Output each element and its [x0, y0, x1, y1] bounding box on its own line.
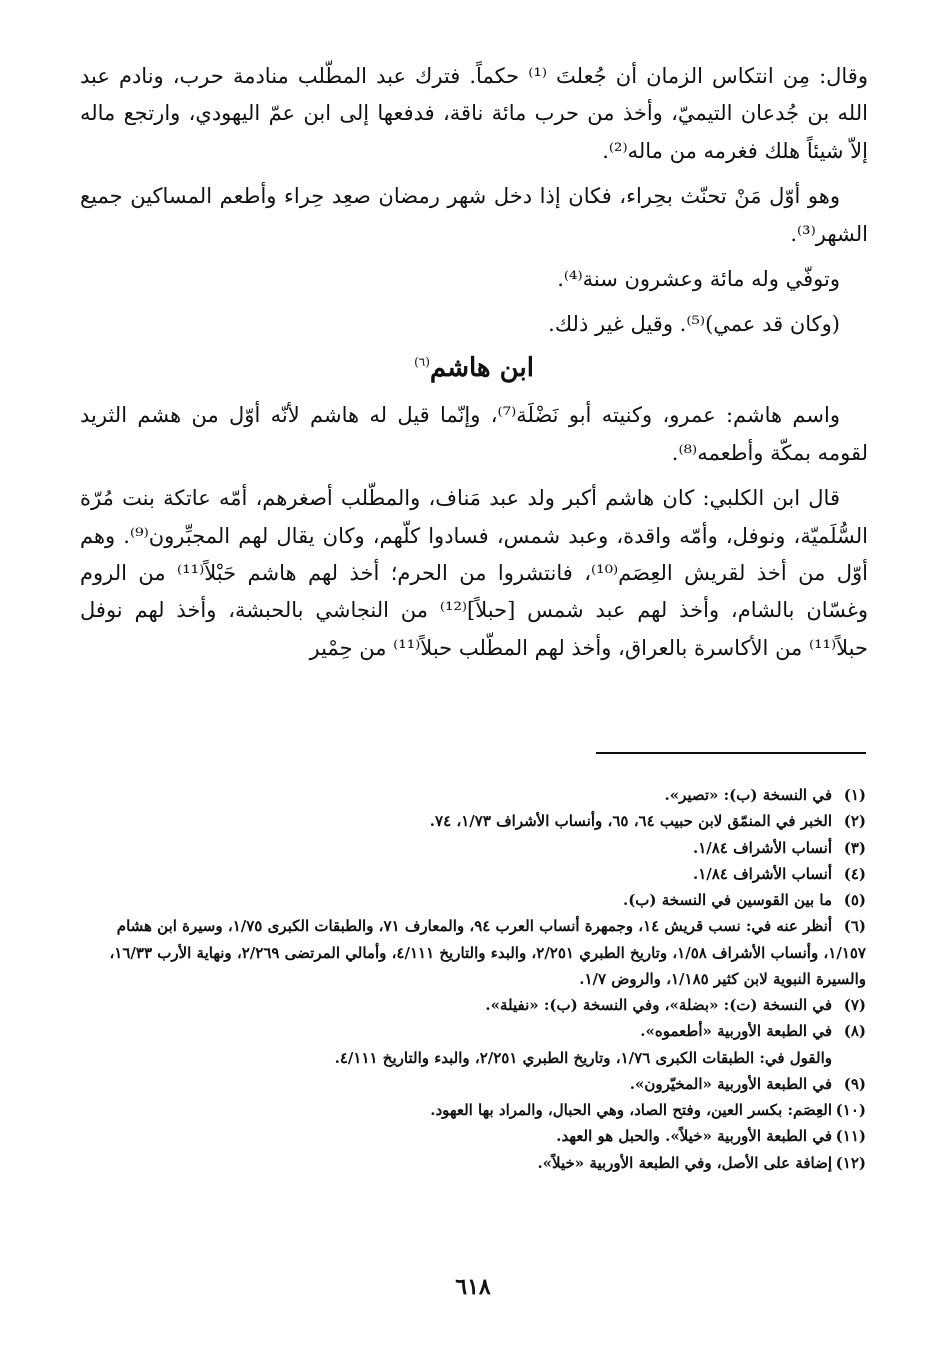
section-heading	[80, 352, 868, 386]
footnote-number: (١)	[843, 786, 866, 804]
footnote-number: (١١)	[835, 1127, 866, 1146]
footnote-text: أنساب الأشراف ١/٨٤.	[692, 838, 832, 857]
paragraph-3: وتوفّي وله مائة وعشرون سنة⁽⁴⁾.	[557, 266, 840, 291]
footnote-text: في النسخة (ت): «بضلة»، وفي النسخة (ب): «نفيلة».	[485, 996, 832, 1014]
footnote-number: (٢)	[843, 812, 866, 831]
footnote-text: أنساب الأشراف ١/٨٤.	[692, 864, 832, 883]
footnote-text: في النسخة (ب): «تصير».	[664, 786, 832, 804]
footnote-number: (١٢)	[835, 1153, 866, 1172]
footnote-11	[78, 1123, 866, 1149]
footnote-text: ما بين القوسين في النسخة (ب).	[622, 891, 832, 909]
footnote-number: (٦)	[843, 917, 866, 936]
footnote-text: في الطبعة الأوربية «خيلاً». والحبل هو العهد.	[556, 1127, 832, 1146]
paragraph-2: وهو أوّل مَنْ تحنّث بحِراء، فكان إذا دخل شهر رمضان صعِد حِراء وأطعم المساكين جميع الشهر⁽³⁾.	[80, 184, 868, 246]
footnote-text: في الطبعة الأوربية «أطعموه».	[640, 1022, 832, 1041]
paragraph-6: قال ابن الكلبي: كان هاشم أكبر ولد عبد مَناف، والمطّلب أصغرهم، أمّه عاتكة بنت مُرّة السُّلَميّة، ونوفل، وأمّه واقدة، وعبد شمس، فسادوا كلّهم، وكان يقال لهم المجبِّرون⁽⁹⁾. وهم أوّل من أخذ لقريش العِصَم⁽¹⁰⁾، فانتشروا من الحرم؛ أخذ لهم هاشم حَبْلاً⁽¹¹⁾ من الروم وغسّان بالشام، وأخذ لهم عبد شمس [حبلاً]⁽¹²⁾ من النجاشي بالحبشة، وأخذ لهم نوفل حبلاً⁽¹¹⁾ من الأكاسرة بالعراق، وأخذ لهم المطّلب حبلاً⁽¹¹⁾ من حِمْير	[80, 486, 868, 660]
section-heading-text: ابن هاشم	[429, 352, 534, 383]
footnote-number: (٥)	[843, 891, 866, 909]
footnote-text: إضافة على الأصل، وفي الطبعة الأوربية «خيلاً».	[537, 1153, 832, 1172]
footnote-number: (٤)	[843, 864, 866, 883]
footnote-4	[78, 861, 866, 887]
paragraph-5: واسم هاشم: عمرو، وكنيته أبو نَضْلَة⁽⁷⁾، وإنّما قيل له هاشم لأنّه أوّل من هشم الثريد لقومه بمكّة وأطعمه⁽⁸⁾.	[80, 403, 868, 465]
footnote-text: والقول في: الطبقات الكبرى ١/٧٦، وتاريخ الطبري ٢/٢٥١، والبدء والتاريخ ٤/١١١.	[334, 1048, 832, 1067]
footnote-5	[78, 887, 866, 913]
footnote-7	[78, 992, 866, 1018]
footnote-text: في الطبعة الأوربية «المخيّرون».	[629, 1074, 832, 1093]
paragraph-4: (وكان قد عمي)⁽⁵⁾. وقيل غير ذلك.	[548, 312, 840, 337]
page-number: ٦١٨	[455, 1274, 491, 1300]
footnote-text: العِصَم: بكسر العين، وفتح الصاد، وهي الحبال، والمراد بها العهود.	[430, 1101, 832, 1119]
footnote-1	[78, 782, 866, 808]
footnote-number: (٩)	[843, 1074, 866, 1093]
footnote-8	[78, 1018, 866, 1044]
main-text	[80, 58, 868, 667]
footnote-number: (٧)	[843, 996, 866, 1014]
section-heading-ref: (٦)	[414, 354, 430, 369]
footnote-9	[78, 1071, 866, 1097]
footnote-text: الخبر في المنمّق لابن حبيب ٦٤، ٦٥، وأنساب الأشراف ١/٧٣، ٧٤.	[429, 812, 832, 831]
footnote-12	[78, 1150, 866, 1176]
footnote-10	[78, 1097, 866, 1123]
footnote-number: (١٠)	[835, 1101, 866, 1119]
footnotes	[78, 782, 866, 1176]
footnote-separator	[596, 752, 866, 754]
paragraph-1: وقال: مِن انتكاس الزمان أن جُعلتَ ⁽¹⁾ حكماً. فترك عبد المطّلب منادمة حرب، ونادم عبد الله بن جُدعان التيميّ، وأخذ من حرب مائة ناقة، فدفعها إلى ابن عمّ اليهودي، وارتجع ماله إلاّ شيئاً هلك فغرمه من ماله⁽²⁾.	[80, 64, 868, 163]
footnote-number: (٨)	[843, 1022, 866, 1041]
footnote-number: (٣)	[843, 838, 866, 857]
footnote-6	[78, 913, 866, 992]
footnote-text: أنظر عنه في: نسب قريش ١٤، وجمهرة أنساب العرب ٩٤، والمعارف ٧١، والطبقات الكبرى ١/٧٥، وسيرة ابن هشام ١/١٥٧، وأنساب الأشراف ١/٥٨، وتاريخ الطبري ٢/٢٥١، والبدء والتاريخ ٤/١١١، وأمالي المرتضى ٢/٢٦٩، ونهاية الأرب ١٦/٣٣، والسيرة النبوية لابن كثير ١/١٨٥، والروض ١/٧.	[109, 917, 866, 988]
footnote-2	[78, 808, 866, 834]
footnote-8-continuation	[78, 1045, 866, 1071]
footnote-3	[78, 835, 866, 861]
